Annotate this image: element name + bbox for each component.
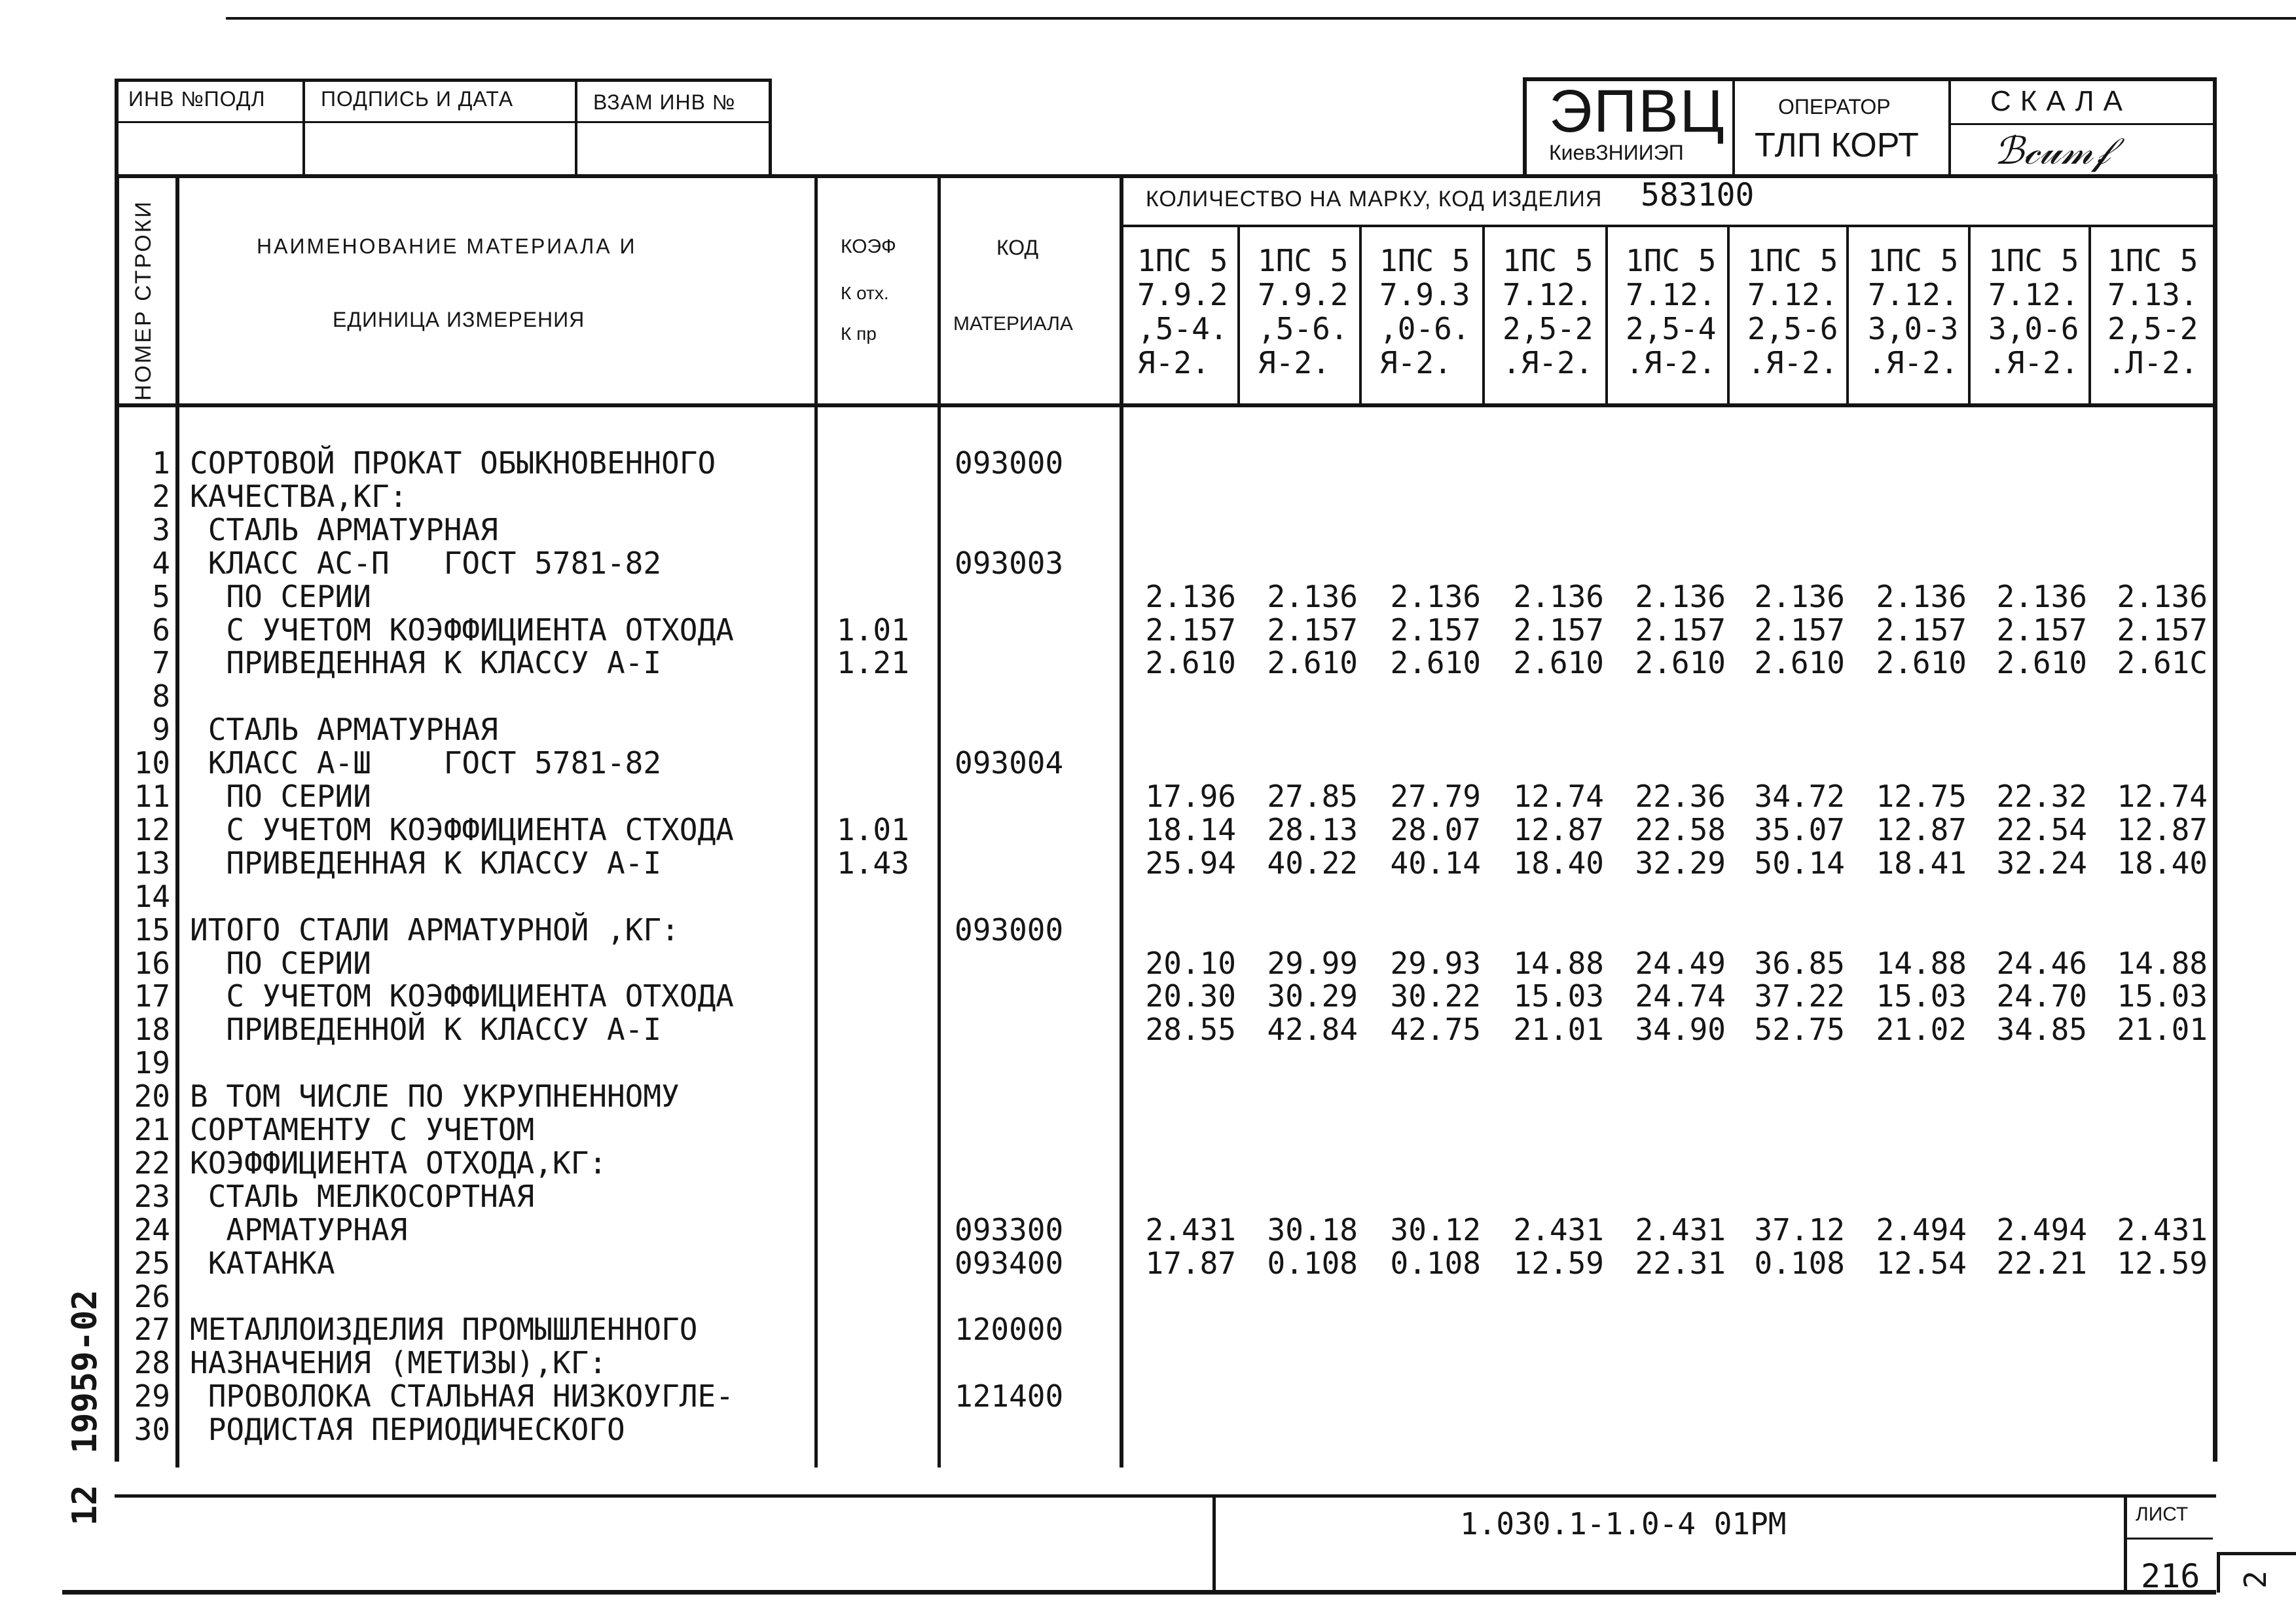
material-code: 093003 <box>955 545 1064 581</box>
top-rule <box>226 17 2296 20</box>
product-code: 583100 <box>1641 177 1755 213</box>
quantity-value: 50.14 <box>1754 845 1845 881</box>
material-name: НАЗНАЧЕНИЯ (МЕТИЗЫ),КГ: <box>190 1345 607 1381</box>
mark-code-line: 1ПС 5 <box>1137 243 1228 278</box>
quantity-value: 12.87 <box>1876 811 1967 847</box>
row-number: 21 <box>134 1112 170 1147</box>
quantity-value: 24.46 <box>1996 945 2087 981</box>
material-name: СТАЛЬ МЕЛКОСОРТНАЯ <box>190 1178 535 1214</box>
row-number: 27 <box>134 1312 170 1348</box>
quantity-value: 32.24 <box>1996 845 2087 881</box>
row-number: 3 <box>152 511 170 547</box>
row-number: 4 <box>152 545 170 581</box>
material-name: С УЧЕТОМ КОЭФФИЦИЕНТА СТХОДА <box>190 811 734 847</box>
mark-code-5 <box>1626 244 1716 380</box>
material-name: ПРОВОЛОКА СТАЛЬНАЯ НИЗКОУГЛЕ- <box>190 1378 734 1414</box>
org-name: КиевЗНИИЭП <box>1549 141 1684 164</box>
quantity-value: 36.85 <box>1754 945 1845 981</box>
quantity-value: 2.157 <box>2117 612 2208 648</box>
row-number: 28 <box>134 1345 170 1381</box>
quantity-value: 30.29 <box>1267 978 1358 1014</box>
material-name: ПО СЕРИИ <box>190 945 371 981</box>
material-code: 093004 <box>955 745 1064 781</box>
quantity-value: 2.61C <box>2117 645 2208 681</box>
mark-code-line: 2,5-6 <box>1747 311 1838 346</box>
quantity-value: 2.136 <box>2117 578 2208 614</box>
skala-label: СКАЛА <box>1990 85 2132 117</box>
material-code: 120000 <box>955 1312 1064 1348</box>
material-name: АРМАТУРНАЯ <box>190 1211 408 1247</box>
quantity-value: 2.157 <box>1513 612 1604 648</box>
quantity-value: 30.18 <box>1267 1211 1358 1247</box>
quantity-value: 18.40 <box>1513 845 1604 881</box>
row-number: 16 <box>134 945 170 981</box>
quantity-header: КОЛИЧЕСТВО НА МАРКУ, КОД ИЗДЕЛИЯ <box>1146 187 1603 212</box>
quantity-value: 2.157 <box>1876 612 1967 648</box>
row-number: 9 <box>152 712 170 748</box>
row-number: 5 <box>152 578 170 614</box>
quantity-value: 2.610 <box>1754 645 1845 681</box>
quantity-value: 25.94 <box>1145 845 1236 881</box>
row-number: 11 <box>134 779 170 814</box>
quantity-value: 12.59 <box>2117 1245 2208 1281</box>
quantity-value: 27.79 <box>1390 779 1481 814</box>
quantity-value: 12.75 <box>1876 779 1967 814</box>
mark-code-7 <box>1868 244 1958 380</box>
material-name: ПРИВЕДЕННОЙ К КЛАССУ А-I <box>190 1012 662 1048</box>
materiala-header: МАТЕРИАЛА <box>953 313 1073 335</box>
quantity-value: 21.01 <box>2117 1012 2208 1048</box>
material-code: 093300 <box>955 1211 1064 1247</box>
k-pr-header: К пр <box>841 323 877 344</box>
mark-code-2 <box>1258 244 1348 380</box>
quantity-value: 34.72 <box>1754 779 1845 814</box>
quantity-value: 2.431 <box>1145 1211 1236 1247</box>
quantity-value: 2.136 <box>1876 578 1967 614</box>
material-name: СОРТАМЕНТУ С УЧЕТОМ <box>190 1112 535 1147</box>
mark-code-line: 7.12. <box>1626 277 1717 312</box>
quantity-value: 2.431 <box>1513 1211 1604 1247</box>
quantity-value: 12.54 <box>1876 1245 1967 1281</box>
row-number: 17 <box>134 978 170 1014</box>
material-name: ПРИВЕДЕННАЯ К КЛАССУ А-I <box>190 845 662 881</box>
mark-code-line: 7.12. <box>1988 277 2079 312</box>
mark-code-line: 1ПС 5 <box>1868 243 1959 278</box>
material-header-line2: ЕДИНИЦА ИЗМЕРЕНИЯ <box>333 308 585 331</box>
quantity-value: 2.157 <box>1635 612 1726 648</box>
mark-code-line: 2,5-2 <box>2107 311 2198 346</box>
quantity-value: 0.108 <box>1754 1245 1845 1281</box>
quantity-value: 17.87 <box>1145 1245 1236 1281</box>
quantity-value: 22.58 <box>1635 811 1726 847</box>
row-number: 8 <box>152 678 170 714</box>
quantity-value: 2.610 <box>1267 645 1358 681</box>
mark-code-9 <box>2107 244 2198 380</box>
quantity-value: 30.12 <box>1390 1211 1481 1247</box>
mark-code-line: 7.13. <box>2107 277 2198 312</box>
material-name: СТАЛЬ АРМАТУРНАЯ <box>190 511 498 547</box>
quantity-value: 2.610 <box>1390 645 1481 681</box>
material-name: КАЧЕСТВА,КГ: <box>190 478 408 514</box>
row-number: 14 <box>134 878 170 914</box>
row-number: 18 <box>134 1012 170 1048</box>
quantity-value: 2.157 <box>1267 612 1358 648</box>
quantity-value: 2.610 <box>1996 645 2087 681</box>
quantity-value: 21.02 <box>1876 1012 1967 1048</box>
quantity-value: 2.610 <box>1513 645 1604 681</box>
row-number: 29 <box>134 1378 170 1414</box>
vzam-inv-label: ВЗАМ ИНВ № <box>593 90 736 114</box>
inv-podl-label: ИНВ №ПОДЛ <box>128 87 266 111</box>
mark-code-line: 7.9.2 <box>1258 277 1349 312</box>
mark-code-line: 7.9.2 <box>1137 277 1228 312</box>
quantity-value: 2.610 <box>1145 645 1236 681</box>
mark-code-line: 3,0-3 <box>1868 311 1959 346</box>
mark-code-line: ,5-6. <box>1258 311 1349 346</box>
quantity-value: 20.30 <box>1145 978 1236 1014</box>
k-otx-header: К отх. <box>841 283 889 303</box>
quantity-value: 2.157 <box>1996 612 2087 648</box>
quantity-value: 29.93 <box>1390 945 1481 981</box>
mark-code-line: 1ПС 5 <box>1747 243 1838 278</box>
quantity-value: 2.157 <box>1754 612 1845 648</box>
row-number: 13 <box>134 845 170 881</box>
mark-code-line: 7.12. <box>1747 277 1838 312</box>
quantity-value: 12.87 <box>1513 811 1604 847</box>
quantity-value: 2.431 <box>2117 1211 2208 1247</box>
mark-code-6 <box>1747 244 1838 380</box>
mark-code-line: Я-2. <box>1258 345 1330 380</box>
quantity-value: 40.22 <box>1267 845 1358 881</box>
row-number: 6 <box>152 612 170 648</box>
quantity-value: 0.108 <box>1390 1245 1481 1281</box>
quantity-value: 22.54 <box>1996 811 2087 847</box>
quantity-value: 2.136 <box>1754 578 1845 614</box>
quantity-value: 18.41 <box>1876 845 1967 881</box>
mark-code-line: 1ПС 5 <box>1503 243 1594 278</box>
quantity-value: 32.29 <box>1635 845 1726 881</box>
material-name: КЛАСС А-Ш ГОСТ 5781-82 <box>190 745 662 781</box>
material-name: С УЧЕТОМ КОЭФФИЦИЕНТА ОТХОДА <box>190 978 734 1014</box>
row-number-header: НОМЕР СТРОКИ <box>131 200 156 401</box>
mark-code-line: 1ПС 5 <box>1988 243 2079 278</box>
quantity-value: 12.87 <box>2117 811 2208 847</box>
quantity-value: 12.74 <box>2117 779 2208 814</box>
quantity-value: 14.88 <box>1513 945 1604 981</box>
quantity-value: 37.12 <box>1754 1211 1845 1247</box>
material-header-line1: НАИМЕНОВАНИЕ МАТЕРИАЛА И <box>257 234 637 258</box>
row-number: 10 <box>134 745 170 781</box>
material-code: 093000 <box>955 445 1064 481</box>
material-name: КЛАСС АС-П ГОСТ 5781-82 <box>190 545 662 581</box>
quantity-value: 37.22 <box>1754 978 1845 1014</box>
quantity-value: 12.59 <box>1513 1245 1604 1281</box>
podpis-data-label: ПОДПИСЬ И ДАТА <box>321 87 514 111</box>
sheet-number: 216 <box>2141 1557 2200 1595</box>
row-number: 26 <box>134 1278 170 1314</box>
signature: ℬ𝒸𝓊𝓂𝒻 <box>1994 128 2110 173</box>
quantity-value: 28.13 <box>1267 811 1358 847</box>
quantity-value: 28.07 <box>1390 811 1481 847</box>
row-number: 24 <box>134 1211 170 1247</box>
mark-code-line: 3,0-6 <box>1988 311 2079 346</box>
quantity-value: 2.610 <box>1876 645 1967 681</box>
sheet-label: ЛИСТ <box>2136 1504 2189 1525</box>
mark-code-line: 7.12. <box>1503 277 1594 312</box>
quantity-value: 42.84 <box>1267 1012 1358 1048</box>
material-name: В ТОМ ЧИСЛЕ ПО УКРУПНЕННОМУ <box>190 1079 680 1115</box>
quantity-value: 2.431 <box>1635 1211 1726 1247</box>
material-name: ИТОГО СТАЛИ АРМАТУРНОЙ ,КГ: <box>190 912 680 948</box>
mark-code-line: .Я-2. <box>1868 345 1959 380</box>
quantity-value: 2.157 <box>1145 612 1236 648</box>
side-number: 2 <box>2238 1570 2273 1589</box>
mark-code-1 <box>1137 244 1228 380</box>
quantity-value: 30.22 <box>1390 978 1481 1014</box>
row-number: 1 <box>152 445 170 481</box>
mark-code-line: 7.12. <box>1868 277 1959 312</box>
operator-value: ТЛП КОРТ <box>1755 126 1919 164</box>
mark-code-line: .Л-2. <box>2107 345 2198 380</box>
mark-code-line: ,0-6. <box>1379 311 1470 346</box>
quantity-value: 2.136 <box>1513 578 1604 614</box>
quantity-value: 2.136 <box>1390 578 1481 614</box>
mark-code-line: 1ПС 5 <box>1379 243 1470 278</box>
quantity-value: 35.07 <box>1754 811 1845 847</box>
margin-number: 12 <box>65 1485 105 1526</box>
quantity-value: 24.49 <box>1635 945 1726 981</box>
row-number: 12 <box>134 811 170 847</box>
quantity-value: 0.108 <box>1267 1245 1358 1281</box>
row-number: 19 <box>134 1045 170 1081</box>
quantity-value: 29.99 <box>1267 945 1358 981</box>
quantity-value: 14.88 <box>1876 945 1967 981</box>
material-name: ПО СЕРИИ <box>190 578 371 614</box>
row-number: 2 <box>152 478 170 514</box>
quantity-value: 40.14 <box>1390 845 1481 881</box>
koef-header: КОЭФ <box>841 236 896 257</box>
quantity-value: 15.03 <box>1876 978 1967 1014</box>
document-code: 1.030.1-1.0-4 01РМ <box>1460 1506 1787 1541</box>
koef-value: 1.43 <box>837 845 909 881</box>
mark-code-line: .Я-2. <box>1626 345 1717 380</box>
quantity-value: 2.136 <box>1996 578 2087 614</box>
quantity-value: 22.36 <box>1635 779 1726 814</box>
quantity-value: 2.157 <box>1390 612 1481 648</box>
material-name: ПРИВЕДЕННАЯ К КЛАССУ А-I <box>190 645 662 681</box>
mark-code-line: .Я-2. <box>1988 345 2079 380</box>
mark-code-line: 1ПС 5 <box>1626 243 1717 278</box>
mark-code-3 <box>1379 244 1470 380</box>
quantity-value: 2.494 <box>1876 1211 1967 1247</box>
mark-code-line: 1ПС 5 <box>2107 243 2198 278</box>
mark-code-line: Я-2. <box>1379 345 1452 380</box>
material-code: 121400 <box>955 1378 1064 1414</box>
mark-code-line: 7.9.3 <box>1379 277 1470 312</box>
quantity-value: 24.74 <box>1635 978 1726 1014</box>
mark-code-line: 2,5-4 <box>1626 311 1717 346</box>
quantity-value: 2.136 <box>1267 578 1358 614</box>
material-name: СТАЛЬ АРМАТУРНАЯ <box>190 712 498 748</box>
quantity-value: 28.55 <box>1145 1012 1236 1048</box>
quantity-value: 12.74 <box>1513 779 1604 814</box>
mark-code-4 <box>1503 244 1593 380</box>
mark-code-line: ,5-4. <box>1137 311 1228 346</box>
row-number: 22 <box>134 1145 170 1181</box>
row-number: 15 <box>134 912 170 948</box>
quantity-value: 24.70 <box>1996 978 2087 1014</box>
row-number: 25 <box>134 1245 170 1281</box>
mark-code-line: .Я-2. <box>1503 345 1594 380</box>
quantity-value: 18.14 <box>1145 811 1236 847</box>
quantity-value: 2.136 <box>1145 578 1236 614</box>
quantity-value: 22.32 <box>1996 779 2087 814</box>
row-number: 30 <box>134 1412 170 1448</box>
mark-code-line: 2,5-2 <box>1503 311 1594 346</box>
row-number: 20 <box>134 1079 170 1115</box>
material-name: КОЭФФИЦИЕНТА ОТХОДА,КГ: <box>190 1145 607 1181</box>
koef-value: 1.21 <box>837 645 909 681</box>
material-name: КАТАНКА <box>190 1245 335 1281</box>
row-number: 23 <box>134 1178 170 1214</box>
operator-label: ОПЕРАТОР <box>1778 95 1891 119</box>
quantity-value: 2.494 <box>1996 1211 2087 1247</box>
quantity-value: 2.136 <box>1635 578 1726 614</box>
material-code: 093000 <box>955 912 1064 948</box>
koef-value: 1.01 <box>837 811 909 847</box>
quantity-value: 21.01 <box>1513 1012 1604 1048</box>
material-code: 093400 <box>955 1245 1064 1281</box>
quantity-value: 15.03 <box>1513 978 1604 1014</box>
material-name: С УЧЕТОМ КОЭФФИЦИЕНТА ОТХОДА <box>190 612 734 648</box>
quantity-value: 34.90 <box>1635 1012 1726 1048</box>
material-name: МЕТАЛЛОИЗДЕЛИЯ ПРОМЫШЛЕННОГО <box>190 1312 698 1348</box>
mark-code-line: Я-2. <box>1137 345 1210 380</box>
quantity-value: 42.75 <box>1390 1012 1481 1048</box>
material-name: ПО СЕРИИ <box>190 779 371 814</box>
quantity-value: 22.21 <box>1996 1245 2087 1281</box>
quantity-value: 14.88 <box>2117 945 2208 981</box>
mark-code-line: .Я-2. <box>1747 345 1838 380</box>
mark-code-line: 1ПС 5 <box>1258 243 1349 278</box>
material-name: СОРТОВОЙ ПРОКАТ ОБЫКНОВЕННОГО <box>190 445 716 481</box>
quantity-value: 15.03 <box>2117 978 2208 1014</box>
org-logo: ЭПВЦ <box>1549 78 1726 145</box>
quantity-value: 2.610 <box>1635 645 1726 681</box>
material-name: РОДИСТАЯ ПЕРИОДИЧЕСКОГО <box>190 1412 625 1448</box>
row-number: 7 <box>152 645 170 681</box>
quantity-value: 17.96 <box>1145 779 1236 814</box>
mark-code-8 <box>1988 244 2079 380</box>
koef-value: 1.01 <box>837 612 909 648</box>
quantity-value: 52.75 <box>1754 1012 1845 1048</box>
quantity-value: 34.85 <box>1996 1012 2087 1048</box>
quantity-value: 22.31 <box>1635 1245 1726 1281</box>
quantity-value: 18.40 <box>2117 845 2208 881</box>
kod-header: КОД <box>996 236 1039 259</box>
margin-code: 19959-02 <box>65 1289 105 1454</box>
quantity-value: 27.85 <box>1267 779 1358 814</box>
quantity-value: 20.10 <box>1145 945 1236 981</box>
